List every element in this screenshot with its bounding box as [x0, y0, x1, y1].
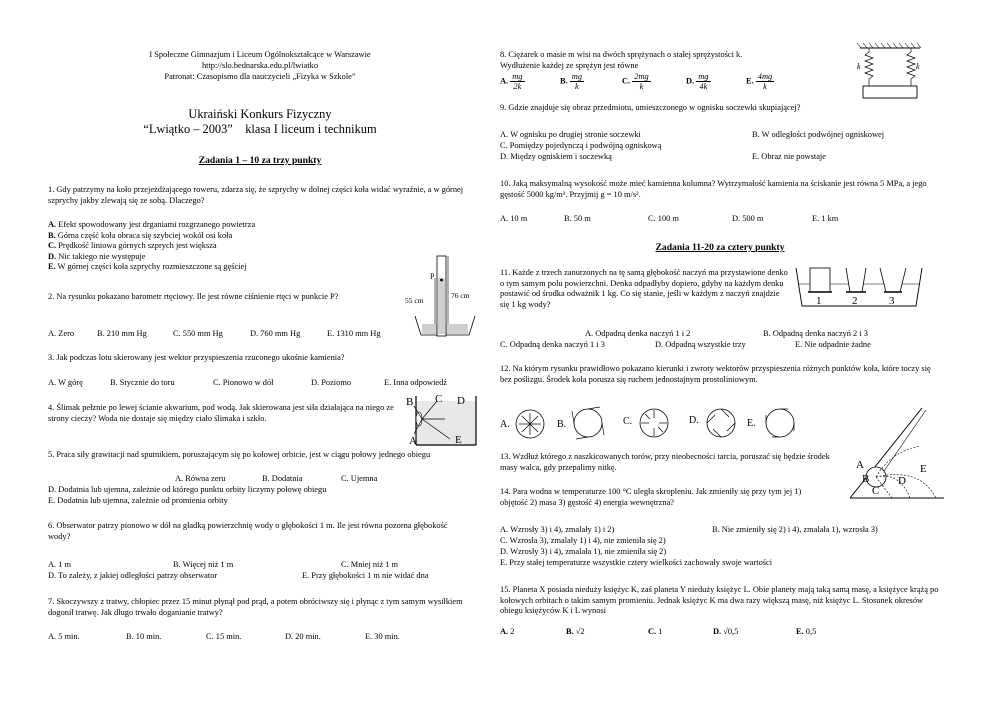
q14-option-e[interactable]: E. Przy stałej temperaturze wszystkie cztery wielkości zachowały swoje wartości: [500, 558, 773, 567]
q8-option-a[interactable]: A. $\frac{mg}{2k}$: [500, 72, 523, 91]
q3-option-c[interactable]: C. Pionowo w dół: [213, 378, 274, 387]
q8-option-b[interactable]: B. $\frac{mg}{k}$: [560, 72, 583, 91]
question-11: 11. Każde z trzech zanurzonych na tę samą głębokość naczyń ma przystawione denko o tym samym polu powierzchni. Denka odpadłyby dopiero, gdyby na każdym denku postawić od środka odważnik 1 kg. Co się stanie, jeśli w każdym z naczyń znajdzie się 1 kg wody?: [500, 268, 788, 309]
q7-option-c[interactable]: C. 15 min.: [206, 632, 242, 641]
q5-option-d[interactable]: D. Dodatnia lub ujemna, zależnie od którego punktu orbity liczymy połowę obiegu: [48, 485, 327, 494]
q8-option-e[interactable]: E. $\frac{4mg}{k}$: [746, 72, 773, 91]
q14-option-b[interactable]: B. Nie zmieniły się 2) i 4), zmalała 1), wzrosła 3): [712, 525, 878, 534]
q11-option-c[interactable]: C. Odpadną denka naczyń 1 i 3: [500, 340, 605, 349]
q5-option-c[interactable]: C. Ujemna: [341, 474, 378, 483]
q8-option-d[interactable]: D. $\frac{mg}{4k}$: [686, 72, 709, 91]
fig-label-e: E: [455, 434, 462, 446]
fig-label-b: B: [406, 396, 414, 408]
q6-option-a[interactable]: A. 1 m: [48, 560, 72, 569]
vessel-label-3: 3: [889, 295, 895, 307]
aquarium-figure: [405, 392, 485, 448]
q1-option-d[interactable]: D. Nic takiego nie występuje: [48, 251, 146, 261]
question-12: 12. Na którym rysunku prawidłowo pokazano kierunki i zwroty wektorów przyspieszenia różnych punktów koła, które toczy się bez poślizgu. Środek koła porusza się ruchem jednostajnym prostoliniowym.: [500, 364, 931, 384]
q5-option-a[interactable]: A. Równa zeru: [175, 474, 226, 483]
fig-label-55cm: 55 cm: [405, 296, 424, 305]
question-10: 10. Jaką maksymalną wysokość może mieć kamienna kolumna? Wytrzymałość kamienia na ściskanie jest równa 5 MPa, a jego gęstość 5000 kg/m³. Przyjmij g = 10 m/s².: [500, 179, 927, 199]
q6-option-c[interactable]: C. Mniej niż 1 m: [341, 560, 398, 569]
fig-label-p: P: [430, 272, 435, 281]
q10-option-e[interactable]: E. 1 km: [812, 214, 839, 223]
q10-option-d[interactable]: D. 500 m: [732, 214, 764, 223]
question-15: 15. Planeta X posiada nieduży księżyc K, zaś planeta Y nieduży księżyc L. Obie planety mają taką samą masę, a księżyce krążą po kołowych orbitach o takim samym promieniu. Jednak księżyc K ma dwa razy większą masę, niż księżyc L. Stosunek okresów obiegu księżyców K i L wynosi: [500, 585, 939, 616]
vessel-label-2: 2: [852, 295, 858, 307]
question-8-line1: 8. Ciężarek o masie m wisi na dwóch sprężynach o stałej sprężystości k.: [500, 50, 743, 59]
wheel-a-figure: [513, 407, 547, 441]
question-2: 2. Na rysunku pokazano barometr rtęciowy. Ile jest równe ciśnienie rtęci w punkcie P?: [48, 292, 339, 301]
q9-option-d[interactable]: D. Między ogniskiem i soczewką: [500, 152, 612, 161]
vessel-label-1: 1: [816, 295, 822, 307]
header-patron: Patronat: Czasopismo dla nauczycieli „Fizyka w Szkole”: [164, 72, 356, 81]
q9-option-b[interactable]: B. W odległości podwójnej ogniskowej: [752, 130, 885, 139]
q12-option-c[interactable]: C.: [623, 416, 633, 427]
q15-option-a[interactable]: A. 2: [500, 627, 515, 636]
header-school: I Społeczne Gimnazjum i Liceum Ogólnokształcące w Warszawie: [149, 50, 371, 59]
fig-label-d: D: [457, 395, 465, 407]
q7-option-e[interactable]: E. 30 min.: [365, 632, 400, 641]
q2-option-e[interactable]: E. 1310 mm Hg: [327, 329, 381, 338]
q12-option-b[interactable]: B.: [557, 419, 567, 430]
q9-option-e[interactable]: E. Obraz nie powstaje: [752, 152, 826, 161]
question-5: 5. Praca siły grawitacji nad sputnikiem, poruszającym się po kołowej orbicie, jest w ciągu połowy jednego obiegu: [48, 450, 431, 459]
question-6: 6. Obserwator patrzy pionowo w dół na gładką powierzchnię wody o głębokości 1 m. Ile jest równa pozorna głębokość wody?: [48, 521, 448, 541]
barometer-figure: [405, 250, 485, 340]
q15-option-d[interactable]: D. √0,5: [713, 627, 739, 636]
q8-option-c[interactable]: C. $\frac{2mg}{k}$: [622, 72, 649, 91]
q10-option-a[interactable]: A. 10 m: [500, 214, 528, 223]
q6-option-e[interactable]: E. Przy głębokości 1 m nie widać dna: [302, 571, 429, 580]
q6-option-d[interactable]: D. To zależy, z jakiej odległości patrzy obserwator: [48, 571, 218, 580]
q14-option-c[interactable]: C. Wzrosła 3), zmalały 1) i 4), nie zmieniła się 2): [500, 536, 666, 545]
fig-label-d: D: [898, 475, 906, 487]
q1-option-e[interactable]: E. W górnej części koła szprychy rozmieszczone są gęściej: [48, 262, 247, 272]
q11-option-a[interactable]: A. Odpadną denka naczyń 1 i 2: [585, 329, 691, 338]
section-title-1: Zadania 1 – 10 za trzy punkty: [198, 155, 322, 166]
fig-label-e: E: [920, 463, 927, 475]
q2-option-b[interactable]: B. 210 mm Hg: [97, 329, 147, 338]
q7-option-a[interactable]: A. 5 min.: [48, 632, 80, 641]
incline-figure: [840, 402, 950, 502]
fig-label-c: C: [435, 393, 443, 405]
q12-option-a[interactable]: A.: [500, 419, 510, 430]
wheel-b-figure: [570, 405, 606, 441]
springs-figure: [855, 42, 925, 104]
question-4: 4. Ślimak pełznie po lewej ścianie akwarium, pod wodą. Jak skierowana jest siła działająca na niego ze strony cieczy? Woda nie dostaje się między ciało ślimaka i szkło.: [48, 403, 394, 423]
fig-label-b: B: [862, 473, 870, 485]
q7-option-b[interactable]: B. 10 min.: [126, 632, 162, 641]
q1-option-a[interactable]: A. Efekt spowodowany jest drganiami rozgrzanego powietrza: [48, 220, 256, 229]
header-url[interactable]: http://slo.bednarska.edu.pl/lwiatko: [201, 61, 319, 70]
q1-options: [48, 220, 408, 273]
question-14: 14. Para wodna w temperaturze 100 °C uległa skropleniu. Jak zmieniły się przy tym jej 1) objętość 2) masa 3) gęstość 4) energia wewnętrzna?: [500, 487, 802, 507]
question-1: 1. Gdy patrzymy na koło przejeżdżającego roweru, zdarza się, że szprychy w dolnej części koła widać wyraźnie, a w górnej szprychy jakby zlewają się ze sobą. Dlaczego?: [48, 185, 464, 205]
q12-option-d[interactable]: D.: [689, 415, 699, 426]
q5-option-e[interactable]: E. Dodatnia lub ujemna, zależnie od promienia orbity: [48, 496, 228, 505]
q11-option-d[interactable]: D. Odpadną wszystkie trzy: [655, 340, 746, 349]
fig-label-c: C: [872, 485, 880, 497]
q5-option-b[interactable]: B. Dodatnia: [262, 474, 303, 483]
fig-label-a: A: [409, 435, 417, 447]
q3-option-d[interactable]: D. Poziomo: [311, 378, 352, 387]
wheel-e-figure: [762, 405, 798, 441]
fig-label-k-right: k: [916, 62, 920, 71]
question-8-line2: Wydłużenie każdej ze sprężyn jest równe: [500, 61, 639, 70]
contest-title: Ukraiński Konkurs Fizyczny: [188, 107, 332, 121]
q14-option-a[interactable]: A. Wzrosły 3) i 4), zmalały 1) i 2): [500, 525, 615, 534]
q11-option-e[interactable]: E. Nie odpadnie żadne: [795, 340, 871, 349]
contest-edition: “Lwiątko – 2003” klasa I liceum i technikum: [143, 122, 377, 136]
q2-option-c[interactable]: C. 550 mm Hg: [173, 329, 223, 338]
q9-option-a[interactable]: A. W ognisku po drugiej stronie soczewki: [500, 130, 641, 139]
q6-option-b[interactable]: B. Więcej niż 1 m: [173, 560, 234, 569]
q2-option-a[interactable]: A. Zero: [48, 329, 75, 338]
q7-option-d[interactable]: D. 20 min.: [285, 632, 321, 641]
q1-option-b[interactable]: B. Górna część koła obraca się szybciej wokół osi koła: [48, 230, 233, 240]
question-3: 3. Jak podczas lotu skierowany jest wektor przyspieszenia rzuconego ukośnie kamienia?: [48, 353, 345, 362]
q3-option-e[interactable]: E. Inna odpowiedź: [384, 378, 448, 387]
question-7: 7. Skoczywszy z tratwy, chłopiec przez 15 minut płynął pod prąd, a potem obróciwszy się i płynąc z tym samym wysiłkiem dogonił tratwę. Jak długo trwało doganianie tratwy?: [48, 597, 463, 617]
q1-option-c[interactable]: C. Prędkość liniowa górnych szprych jest większa: [48, 241, 217, 251]
question-13: 13. Wzdłuż którego z naszkicowanych torów, przy nieobecności tarcia, poruszać się będzie środek masy walca, gdy przepalimy nitkę.: [500, 452, 830, 472]
fig-label-k-left: k: [857, 62, 861, 71]
section-title-2: Zadania 11-20 za cztery punkty: [655, 242, 785, 253]
wheel-c-figure: [636, 405, 672, 441]
q10-option-b[interactable]: B. 50 m: [564, 214, 591, 223]
question-9: 9. Gdzie znajduje się obraz przedmiotu, umieszczonego w ognisku soczewki skupiającej?: [500, 103, 801, 112]
q15-option-b[interactable]: B. √2: [566, 627, 585, 636]
q3-option-b[interactable]: B. Stycznie do toru: [110, 378, 175, 387]
q11-option-b[interactable]: B. Odpadną denka naczyń 2 i 3: [763, 329, 868, 338]
fig-label-a: A: [856, 459, 864, 471]
q2-option-d[interactable]: D. 760 mm Hg: [250, 329, 301, 338]
q9-option-c[interactable]: C. Pomiędzy pojedynczą i podwójną ogniskową: [500, 141, 662, 150]
q14-option-d[interactable]: D. Wzrosły 3) i 4), zmalała 1), nie zmieniła się 2): [500, 547, 667, 556]
q15-option-e[interactable]: E. 0,5: [796, 627, 817, 636]
q10-option-c[interactable]: C. 100 m: [648, 214, 679, 223]
fig-label-76cm: 76 cm: [451, 291, 470, 300]
q3-option-a[interactable]: A. W górę: [48, 378, 83, 387]
q15-option-c[interactable]: C. 1: [648, 627, 663, 636]
vessels-figure: [794, 262, 924, 312]
q12-option-e[interactable]: E.: [747, 418, 756, 429]
wheel-d-figure: [703, 405, 739, 441]
